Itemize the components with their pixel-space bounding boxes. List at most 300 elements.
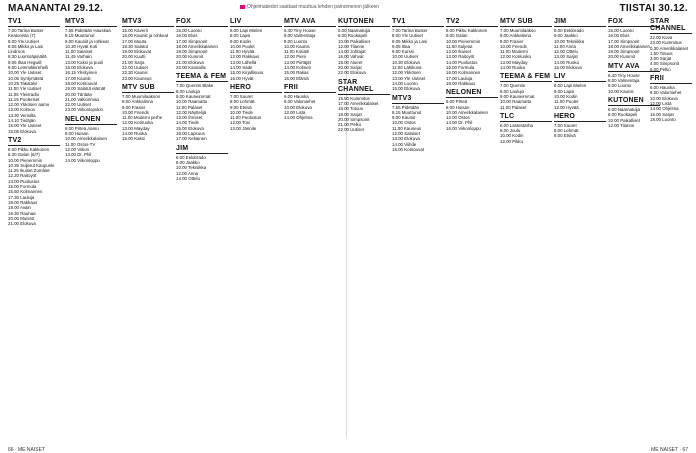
program-item: 8.00 Ruokapeli — [338, 33, 368, 39]
page-number-right: 67 — [682, 447, 688, 453]
program-item: 10.00 Friends — [122, 109, 149, 115]
program-item: 7.55 Pidetään Hauskaa — [65, 28, 111, 33]
program-item: 11.00 Ostos-TV — [65, 141, 96, 147]
channel-name: MTV3 — [65, 18, 117, 27]
channel-name: MTV AVA — [608, 63, 660, 72]
channel-block — [446, 18, 498, 86]
channel-name: STAR CHANNEL — [650, 18, 692, 34]
program-item: 18.00 Kotirouvat — [65, 80, 97, 86]
program-item: 9.00 Etsivä — [230, 104, 252, 110]
date-left: MAANANTAI 29.12. — [8, 3, 104, 14]
program-item: 8.00 Lapi Mielen — [554, 83, 587, 89]
program-item: 10.00 Tekniikka — [176, 165, 207, 171]
program-item: 17.00 Keltainen — [176, 136, 207, 142]
channel-block — [554, 113, 606, 139]
program-item: 10.00 Amerikkalainen — [446, 109, 488, 115]
program-item: 12.00 Lista — [284, 109, 306, 115]
legend-text: Ohjelmatiedot saattaat muuttua lehden painomenon jälkeen — [247, 4, 380, 10]
program-column — [338, 18, 390, 438]
program-item: 11.00 Hyvää — [230, 49, 255, 55]
program-item: 9.00 Kodin — [230, 38, 251, 44]
program-item: 9.00 Kauneimmat — [500, 93, 535, 99]
program-item: 8.00 Ankkalinna — [122, 99, 154, 105]
program-item: 19.00 Avain — [8, 205, 31, 211]
program-item: 15.05 Elokuva — [8, 128, 36, 134]
program-item: 8.05 Mikko ja Lasi Lindroos — [8, 43, 44, 55]
program-item: 15.00 Kirjallisuus — [230, 70, 264, 76]
program-item: 6.00 Lapi Mielen — [230, 28, 263, 33]
program-item: 7.55 Pidetään — [392, 104, 420, 110]
program-item: 8.30 Luontoäpinäitä — [8, 54, 47, 60]
program-item: 21.00 Elokuva — [176, 59, 204, 65]
program-item: 8.00 Yle Uutiset — [8, 38, 39, 44]
program-item: 15.50 Kummitus — [338, 95, 370, 101]
program-item: 16.00 Viikonloppu — [446, 125, 481, 131]
channel-block — [122, 84, 174, 142]
program-item: 8.00 Eeldorado — [554, 28, 584, 33]
program-item: 13.00 Mayday — [122, 125, 150, 131]
program-item: 0.30 Amerikkalaiset — [650, 45, 689, 51]
program-item: 16.00 Kolmannes — [446, 70, 481, 76]
channel-name: LIV — [554, 73, 606, 82]
program-item: 23.00 Viikonlopuksi — [65, 107, 103, 113]
program-item: 14.00 Ruoka — [554, 59, 579, 65]
program-item: 8.00 Valomiehet — [284, 99, 316, 105]
program-item: 17.00 Muuta — [122, 38, 147, 44]
program-item: 14.10 Tietäjän — [8, 118, 36, 124]
program-item: 14.00 Puolustus — [446, 59, 478, 65]
program-item: 12.00 Tosi — [230, 120, 250, 126]
program-item: 18.00 Rakkaus — [8, 199, 38, 205]
channel-name: TV2 — [446, 18, 498, 27]
program-item: 15.00 Luonto — [176, 28, 202, 33]
program-item: 22.00 Uutiset — [338, 127, 364, 133]
channel-block — [8, 137, 60, 226]
program-item: 6.00 Hauska — [284, 93, 309, 99]
program-item: 8.15 Muuttunut — [65, 33, 95, 39]
program-item: 17.30 Lauluja — [8, 194, 35, 200]
program-item: 15.00 Yle Uutiset — [8, 123, 42, 129]
program-item: 16.00 Sarjat — [650, 111, 674, 117]
channel-block — [338, 79, 390, 133]
program-item: 11.15 Puoleriset — [8, 96, 40, 102]
program-item: 16.00 Elvis — [608, 33, 630, 39]
program-item: 14.00 Sade — [230, 65, 253, 71]
program-item: 15.00 Rakas — [284, 70, 309, 76]
program-item: 14.00 Viikonloppu — [65, 157, 100, 163]
program-item: 18.00 Amerikkalainen — [608, 43, 650, 49]
channel-block — [122, 18, 174, 81]
program-item: 12.00 Pieni — [284, 54, 306, 60]
program-item: 11.00 Kotiäiti — [284, 49, 310, 55]
channel-block — [176, 73, 228, 141]
program-item: 7.00 Quentin — [500, 83, 526, 89]
channel-block — [500, 18, 552, 70]
program-item: 10.35 Suljetut Kaupunki — [8, 162, 55, 168]
program-item: 14.00 Tiede — [176, 120, 199, 126]
program-item: 10.00 Ostos — [392, 120, 416, 126]
channel-block — [65, 116, 117, 163]
channel-name: FRII — [284, 84, 336, 93]
program-item: 13.00 Jännite — [230, 125, 257, 131]
program-item: 4.00 Simpsonit — [650, 61, 680, 67]
channel-block — [284, 84, 336, 120]
program-item: 8.00 Pikku Kakkonen — [446, 28, 488, 33]
program-item: 6.40 Tiny House — [284, 28, 316, 33]
program-item: 21.00 Elokuva — [8, 221, 36, 227]
channel-name: TV1 — [392, 18, 444, 27]
program-item: 9.00 Frasier — [500, 38, 524, 44]
program-item: 12.00 Rakkaus — [230, 54, 260, 60]
program-item: 18.00 Alueet — [338, 59, 363, 65]
program-item: 12.00 Ikuiset — [446, 49, 471, 55]
program-item: 11.00 Puolustus — [230, 115, 262, 121]
program-item: 15.00 Formula — [446, 65, 475, 71]
program-item: 12.00 Hyvää — [554, 104, 579, 110]
page-header — [0, 0, 696, 16]
channel-name: STAR CHANNEL — [338, 79, 390, 95]
program-item: 8.00 Huisan — [65, 131, 89, 137]
program-item: 9.00 Luonto — [284, 38, 308, 44]
program-item: 12.00 Tilanne — [608, 122, 635, 128]
program-item: 12.00 Lista — [650, 100, 672, 106]
program-item: 10.00 Kodin — [500, 133, 524, 139]
program-item: 12.00 Ykkösen aamu — [8, 102, 50, 108]
channel-name: NELONEN — [65, 116, 117, 125]
program-item: 7.00 Suuret — [554, 122, 577, 128]
program-item: 16.00 Elvis — [176, 33, 198, 39]
program-item: 7.00 Tarina Buster — [392, 28, 428, 33]
program-item: 10.00 Amerikkalainen — [65, 136, 107, 142]
channel-name: TLC — [500, 113, 552, 122]
program-item: 17.00 Simpsonit — [176, 38, 208, 44]
program-item: 22.00 Uutiset — [65, 102, 91, 108]
program-item: 8.00 Jaakko — [176, 159, 200, 165]
program-item: 6.40 Tiny House — [608, 72, 640, 78]
channel-block — [554, 73, 606, 109]
channel-block — [176, 18, 228, 70]
footer-right: ME NAISET · 67 — [651, 447, 688, 453]
program-item: 12.00 Viikon — [65, 146, 90, 152]
channel-name: MTV SUB — [500, 18, 552, 27]
program-item: 8.00 Valmentaja — [284, 33, 316, 39]
program-item: 15.00 Luonto — [608, 28, 634, 33]
program-item: 18.00 Totuus — [338, 106, 364, 112]
program-item: 11.45 Varhain — [65, 54, 92, 60]
program-item: 9.00 Galan — [446, 33, 468, 39]
channel-block — [500, 113, 552, 144]
program-column — [392, 18, 444, 438]
program-item: 13.00 Puolustus — [8, 178, 40, 184]
program-item: 18.00 Rakkaus — [446, 80, 476, 86]
program-item: 12.00 Kotiruoka — [500, 54, 531, 60]
channel-block — [500, 73, 552, 109]
program-item: 10.00 Pienemmin — [446, 38, 481, 44]
program-item: 12.00 Ostos — [446, 115, 470, 121]
channel-name: HERO — [554, 113, 606, 122]
program-item: 16.00 Lapsuus — [176, 131, 205, 137]
program-item: 15.00 Elokuva — [392, 86, 420, 92]
program-item: 23.00 Kummitus — [650, 40, 682, 46]
program-item: 10.00 Raamattu — [176, 99, 208, 105]
program-item: 16.00 Kauniit ja rohkeat — [122, 33, 169, 39]
channel-name: LIV — [230, 18, 282, 27]
channel-name: KUTONEN — [338, 18, 390, 27]
channel-block — [650, 18, 692, 72]
program-item: 14.00 Johtajat — [338, 49, 366, 55]
program-item: 20.00 Tänään — [65, 91, 93, 97]
program-item: 14.00 Ruoka — [122, 131, 147, 137]
program-item: 11.00 Salaiset — [65, 49, 93, 55]
program-item: 8.00 Huisan — [446, 104, 470, 110]
channel-name: MTV AVA — [284, 18, 336, 27]
program-item: 19.00 Simpsonit — [608, 49, 640, 55]
program-item: 12.00 Ottelu — [554, 49, 578, 55]
program-item: 17.00 Lauluja — [446, 75, 473, 81]
program-item: 13.00 Elokuva — [392, 136, 420, 142]
legend — [240, 4, 379, 10]
program-item: 12.00 Pikku — [500, 138, 523, 144]
program-item: 8.00 Ruokapeli — [608, 112, 638, 118]
channel-name: FRII — [650, 75, 692, 84]
program-column — [122, 18, 174, 438]
program-item: 12.00 Salaiset — [392, 131, 420, 137]
program-item: 22.30 Kaunis — [122, 70, 148, 76]
program-item: 10.30 Elokuva — [392, 59, 420, 65]
channel-block — [392, 95, 444, 153]
program-item: 22.00 Uutiset — [122, 65, 148, 71]
program-item: 8.00 Valmentaja — [608, 78, 640, 84]
program-item: 10.00 Friends — [500, 43, 527, 49]
program-item: 8.05 Mikko ja Lasi — [392, 38, 428, 44]
magazine-name-left: ME NAISET — [18, 447, 45, 453]
program-item: 10.00 Kaunis — [608, 88, 634, 94]
program-item: 8.00 Lapsi — [230, 33, 251, 39]
program-item: 10.00 Puolet — [230, 43, 255, 49]
program-item: 10.00 Yle Uutiset — [8, 70, 42, 76]
program-item: 15.00 Elokuva — [176, 125, 204, 131]
program-item: 12.20 Raitoyöt — [8, 173, 37, 179]
program-column — [65, 18, 117, 438]
program-item: 10.00 Kodin — [554, 93, 578, 99]
program-item: 22.00 Kansallis — [176, 65, 206, 71]
program-column — [176, 18, 228, 438]
program-item: 19.30 Rauhaa — [8, 210, 36, 216]
program-item: 6.00 Eeldorado — [176, 154, 206, 160]
program-item: 11.00 Moderni — [500, 49, 528, 55]
program-column — [500, 18, 552, 438]
program-item: 6.00 Pirteä Aamu — [65, 125, 99, 131]
channel-block — [8, 18, 60, 134]
program-item: 11.25 Ikuiset Zombiet — [8, 168, 50, 174]
program-item: 10.00 Uutiset — [392, 54, 418, 60]
program-item: 19.00 Simpsonit — [176, 49, 208, 55]
program-item: 15.00 Elokuva — [65, 65, 93, 71]
program-item: 10.00 Raamattu — [500, 99, 532, 105]
program-item: 9.00 Frasier — [122, 104, 146, 110]
program-item: 6.00 Lastentarha — [500, 122, 533, 128]
program-item: 14.00 Ohjelma — [284, 115, 313, 121]
program-item: 11.00 Palaset — [500, 104, 527, 110]
channel-name: JIM — [176, 145, 228, 154]
channel-name: NELONEN — [446, 89, 498, 98]
program-item: 15.00 Kaksi — [122, 136, 145, 142]
channel-block — [230, 84, 282, 131]
program-item: 10.00 Paikalliset — [338, 38, 370, 44]
program-item: 8.00 Lauluja — [176, 88, 200, 94]
program-item: 6.00 Naamatuija — [608, 106, 640, 112]
program-item: 17.00 Amerikkalaiset — [338, 100, 379, 106]
channel-name: FOX — [176, 18, 228, 27]
channel-name: FOX — [608, 18, 660, 27]
channel-block — [284, 18, 336, 81]
program-item: 14.00 Ottelu — [176, 175, 200, 181]
program-item: 1.50 Totuus — [650, 50, 673, 56]
program-item: 16.00 Hyvät — [230, 75, 254, 81]
program-item: 10.00 Tekniikka — [554, 38, 585, 44]
program-item: 6.00 Pirteä — [446, 99, 468, 105]
channel-block — [65, 18, 117, 113]
program-item: 16.00 Elämä — [284, 75, 309, 81]
page-number-left: 66 — [8, 447, 14, 453]
program-item: 10.05 Syntymästä — [8, 75, 44, 81]
program-item: 8.00 Valomiehet — [650, 90, 682, 96]
program-item: 8.00 Lehmät — [554, 128, 579, 134]
program-item: 10.00 Elokuva — [284, 104, 312, 110]
channel-block — [392, 18, 444, 92]
program-item: 10.00 Tiede — [230, 109, 253, 115]
program-item: 19.00 Elokuvat — [122, 49, 152, 55]
program-item: 13.00 Kaksi ja puoli — [65, 59, 104, 65]
program-item: 9.50 Kurssi — [392, 49, 414, 55]
program-item: 5.00 Pelko — [650, 66, 671, 72]
program-item: 18.30 Salatut — [122, 43, 148, 49]
legend-square-icon — [240, 5, 245, 9]
program-item: 20.00 Simpsonit — [338, 116, 370, 122]
program-item: 14.00 Viihde — [392, 141, 417, 147]
program-item: 13.00 Kolmos — [8, 107, 35, 113]
program-item: 13.00 Dr. Phil — [65, 152, 92, 158]
magazine-name-right: ME NAISET — [651, 447, 678, 453]
program-item: 13.00 Ihmiset — [176, 115, 203, 121]
program-item: 11.00 Moderni perhe — [122, 115, 163, 121]
program-item: 17.00 Kauniit — [65, 75, 91, 81]
date-right: TIISTAI 30.12. — [619, 3, 688, 14]
program-item: 10.00 Kaunis — [284, 43, 310, 49]
channel-block — [446, 89, 498, 131]
program-column — [230, 18, 282, 438]
program-item: 20.00 Kuutti — [122, 54, 146, 60]
program-item: 7.00 Suuret — [230, 93, 253, 99]
program-item: 9.00 Jaakko — [554, 33, 578, 39]
program-item: 22.00 Elokuva — [338, 70, 366, 76]
program-item: 10.30 Hyvät Koti — [65, 43, 98, 49]
program-item: 10.00 Elokuva — [650, 95, 678, 101]
program-item: 20.00 Sarjat — [338, 65, 362, 71]
program-item: 10.00 Pienemmin — [8, 157, 43, 163]
program-item: 11.00 Puolet — [554, 99, 579, 105]
channel-block — [554, 18, 606, 70]
program-item: 7.00 Tarina Buster Keatonista (7) — [8, 28, 44, 39]
program-item: 11.00 Anna — [554, 43, 576, 49]
program-item: 12.00 Tilanne — [338, 43, 365, 49]
program-item: 9.05 Iltaa Hegwill — [8, 59, 42, 65]
program-item: 10.00 Paikalliset — [608, 117, 640, 123]
program-item: 11.00 Palaset — [176, 104, 203, 110]
channel-name: KUTONEN — [608, 97, 660, 106]
program-item: 9.00 Etsivä — [554, 133, 576, 139]
channel-block — [338, 18, 390, 76]
channel-name: MTV3 — [392, 95, 444, 104]
program-item: 17.00 Simpsonit — [608, 38, 640, 44]
program-item: 8.15 Muuttunut — [392, 109, 422, 115]
program-item: 16.00 Vahvat — [338, 54, 364, 60]
program-item: 8.00 Joulu — [500, 128, 521, 134]
program-item: 18.00 Amerikkalainen — [176, 43, 218, 49]
program-item: 23.00 Kauneus — [122, 75, 152, 81]
program-item: 9.00 Kauniit ja rohkeat — [65, 38, 109, 44]
channel-name: TV2 — [8, 137, 60, 146]
program-column — [8, 18, 60, 438]
program-item: 14.00 Ohjelma — [650, 106, 679, 112]
program-item: 12.00 Anna — [176, 170, 199, 176]
program-item: 11.05 Yleisradio — [8, 91, 40, 97]
program-item: 7.00 Muumilaakso — [500, 28, 536, 33]
program-item: 18.00 Luonto — [650, 116, 676, 122]
program-item: 8.00 Ankkalinna — [500, 33, 532, 39]
program-item: 21.00 Pelko — [338, 122, 362, 128]
program-item: 20.00 Kummit — [176, 54, 204, 60]
program-item: 11.00 Suljetut — [446, 43, 473, 49]
channel-name: HERO — [230, 84, 282, 93]
program-item: 9.00 Kauniit — [392, 115, 416, 121]
program-item: 14.00 Dr. Phil — [446, 120, 473, 126]
program-item: 12.00 Ykkösen — [392, 70, 421, 76]
program-item: 13.30 Verisilta — [8, 112, 36, 118]
program-item: 13.00 Raitoyöt — [446, 54, 475, 60]
channel-name: MTV3 — [122, 18, 174, 27]
channel-name: JIM — [554, 18, 606, 27]
channel-block — [230, 18, 282, 81]
footer-left: 66 · ME NAISET — [8, 447, 45, 453]
program-item: 13.00 Piirtäjät — [284, 59, 311, 65]
program-item: 14.00 Kolmen — [284, 65, 312, 71]
channel-name: TEEMA & FEM — [176, 73, 227, 81]
channel-name: TV1 — [8, 18, 60, 27]
channel-block — [650, 75, 692, 122]
program-item: 16.15 Yksityinen — [65, 70, 98, 76]
program-column — [554, 18, 606, 438]
program-item: 20.00 Kummit — [608, 54, 636, 60]
program-item: 11.00 Kauneus — [392, 125, 422, 131]
program-item: 12.00 Kotiruoka — [122, 120, 153, 126]
channel-name: MTV SUB — [122, 84, 174, 93]
program-item: 9.05 Iltaa — [392, 43, 411, 49]
program-item: 8.00 Lehmät — [230, 99, 255, 105]
program-item: 13.00 Lähellä — [230, 59, 257, 65]
program-item: 11.00 Yle Uutiset — [8, 86, 42, 92]
program-item: 13.00 Yle Uutiset — [392, 75, 426, 81]
program-item: 15.00 Kotirouvat — [392, 146, 424, 152]
program-item: 19.00 Sarjat — [338, 111, 362, 117]
program-item: 8.00 Pikku Kakkonen — [8, 146, 50, 152]
program-column — [650, 18, 692, 438]
program-item: 21.00 Valtionmaa — [65, 96, 99, 102]
program-column — [446, 18, 498, 438]
program-item: 22.00 Kova — [650, 35, 673, 40]
program-item: 13.00 Mayday — [500, 59, 528, 65]
program-item: 8.00 Yle Uutiset — [392, 33, 423, 39]
